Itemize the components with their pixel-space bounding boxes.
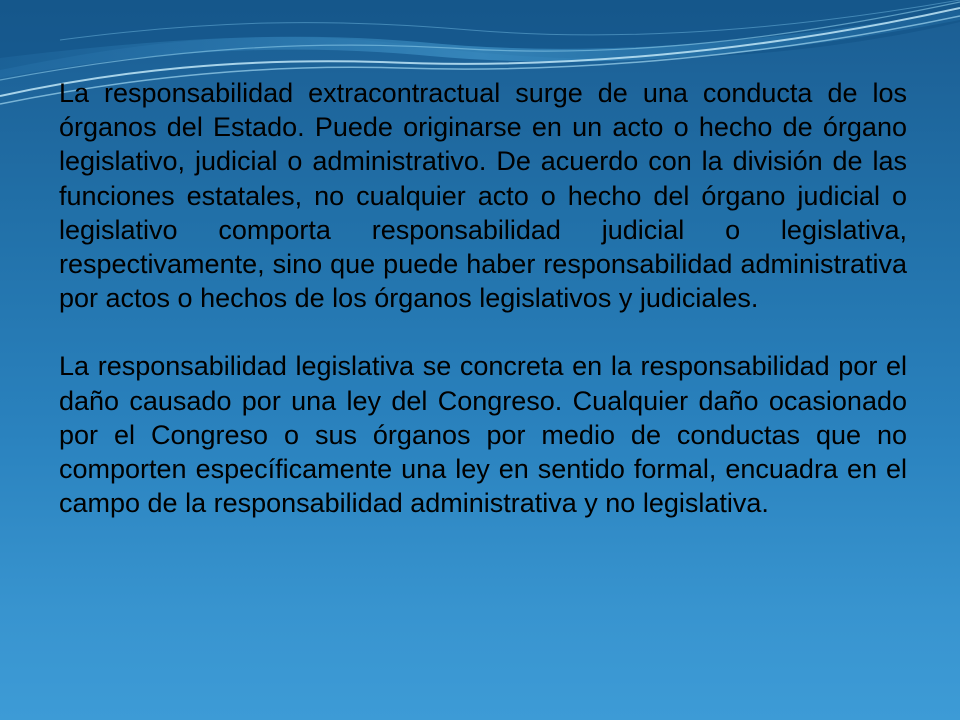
slide-body bbox=[59, 76, 907, 520]
paragraph-legislativa: La responsabilidad legislativa se concreta en la responsabilidad por el daño causado por una ley del Congreso. Cualquier daño ocasionado por el Congreso o sus órganos por medio de conductas que no comporten específicamente una ley en sentido formal, encuadra en el campo de la responsabilidad administrativa y no legislativa. bbox=[59, 351, 907, 519]
paragraph-extracontractual: La responsabilidad extracontractual surge de una conducta de los órganos del Estado. Puede originarse en un acto o hecho de órgano legislativo, judicial o administrativo. De acuerdo con la división de las funciones estatales, no cualquier acto o hecho del órgano judicial o legislativo comporta responsabilidad judicial o legislativa, respectivamente, sino que puede haber responsabilidad administrativa por actos o hechos de los órganos legislativos y judiciales. bbox=[59, 78, 907, 314]
